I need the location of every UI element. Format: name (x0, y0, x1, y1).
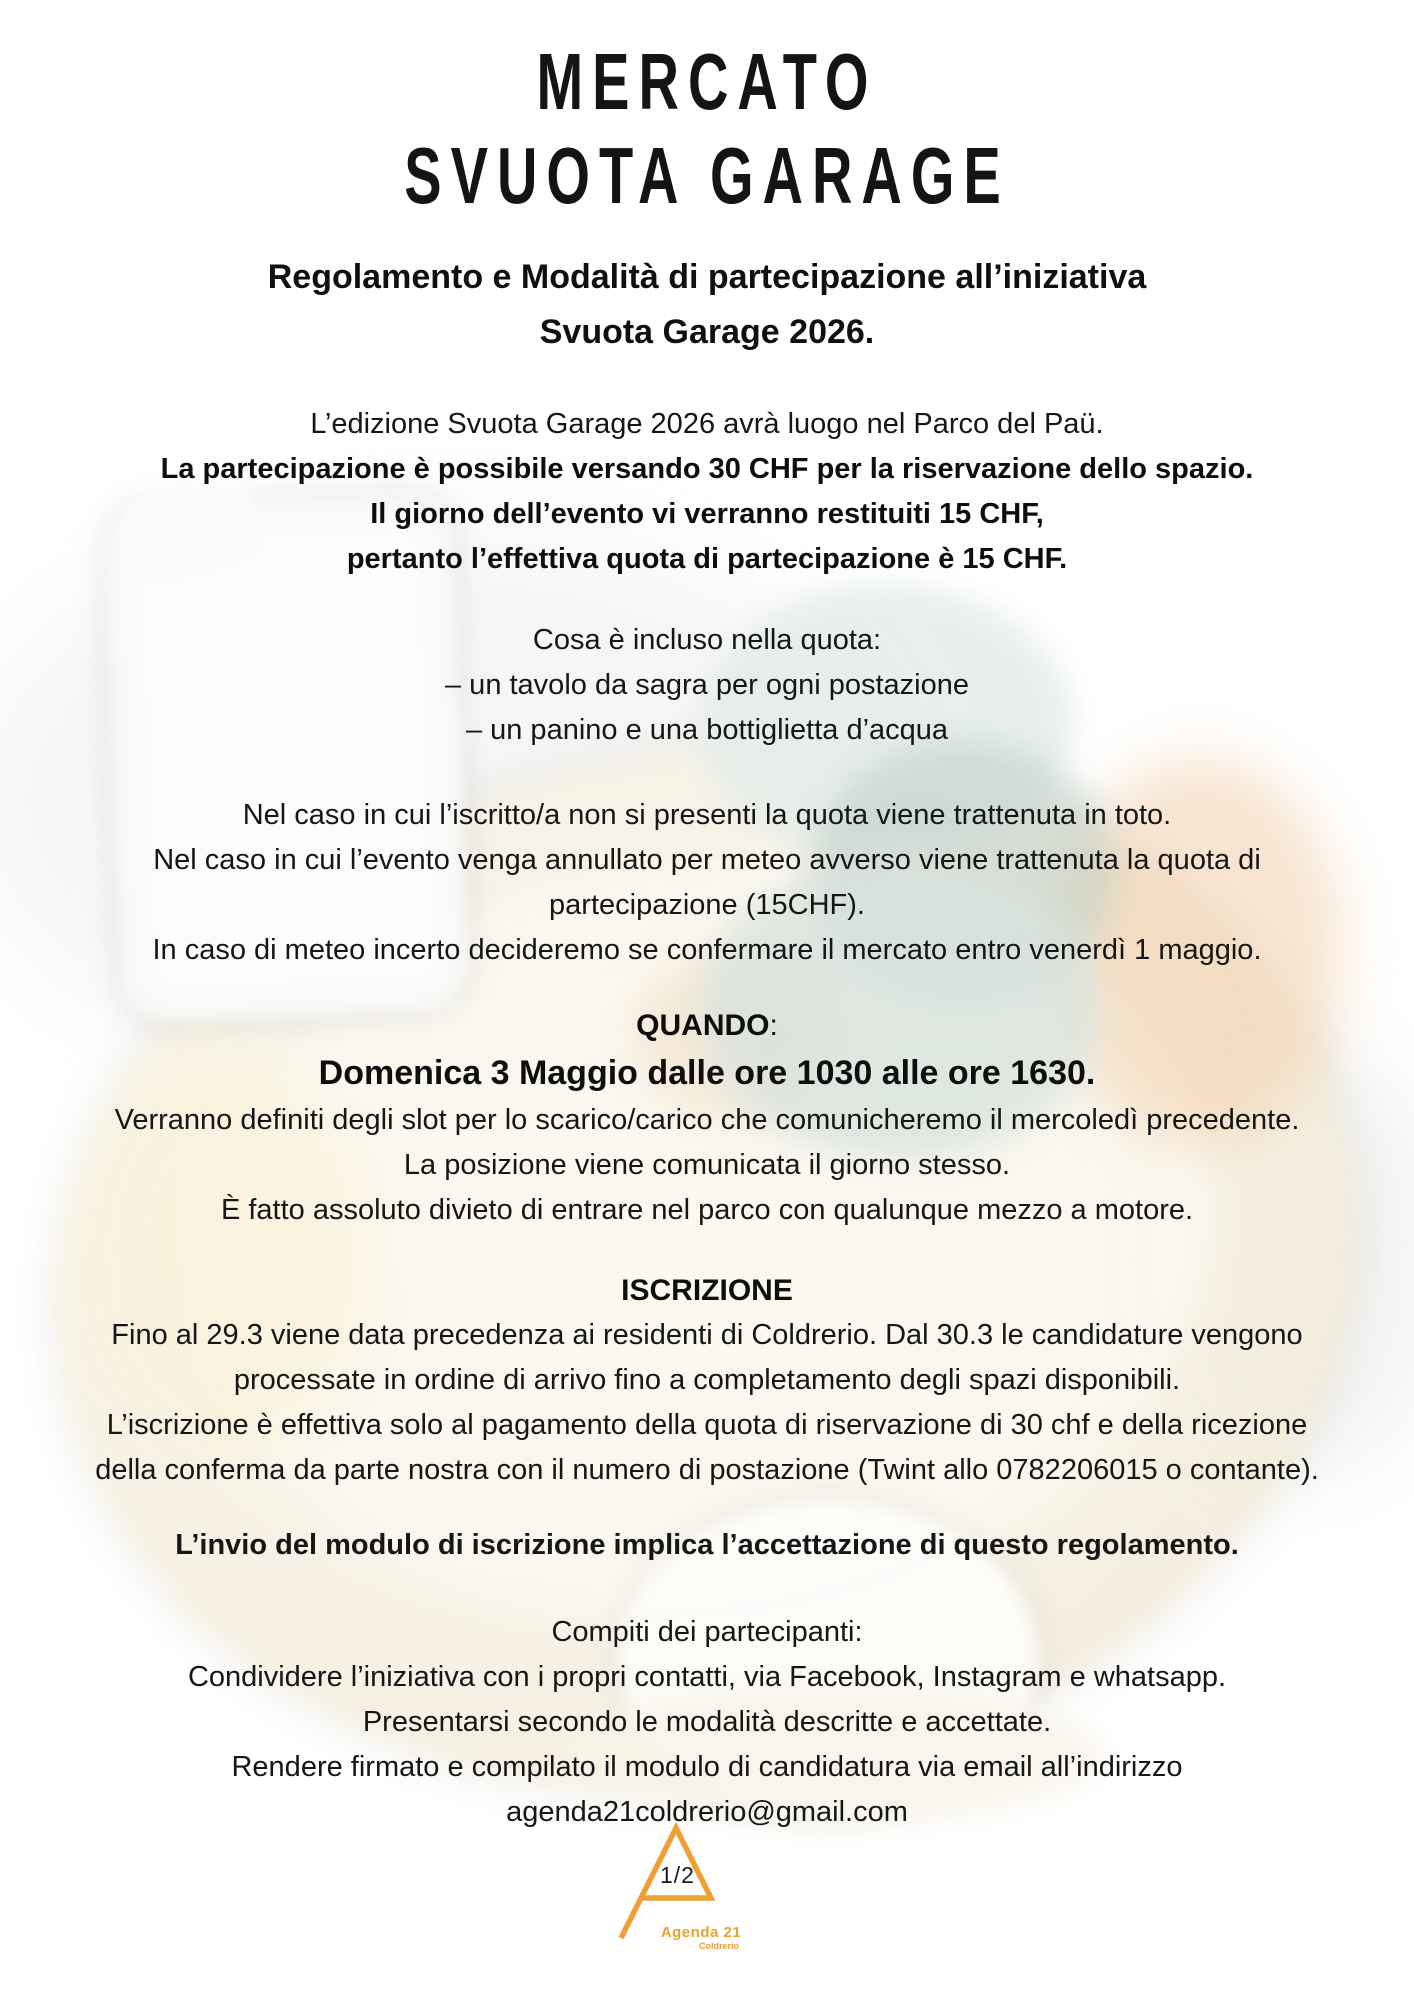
main-title-text-1: MERCATO (536, 36, 878, 127)
intro-paragraph (0, 402, 1414, 582)
agenda21-logo (604, 1822, 824, 1962)
quando-heading (0, 1003, 1414, 1048)
main-title-line-2 (0, 130, 1414, 222)
text-line: Verranno definiti degli slot per lo scarico/carico che comunicheremo il mercoledì precedente. (114, 1104, 1300, 1136)
text-line: Fino al 29.3 viene data precedenza ai residenti di Coldrerio. Dal 30.3 le candidature vengono (111, 1319, 1303, 1351)
compiti-heading: Compiti dei partecipanti: (551, 1616, 863, 1648)
text-line: Presentarsi secondo le modalità descritte e accettate. (362, 1706, 1052, 1738)
main-title-text-2: SVUOTA GARAGE (404, 130, 1010, 221)
contact-email: agenda21coldrerio@gmail.com (506, 1796, 908, 1828)
included-heading: Cosa è incluso nella quota: (532, 624, 882, 656)
text-line: Condividere l’iniziativa con i propri contatti, via Facebook, Instagram e whatsapp. (187, 1661, 1227, 1693)
included-item: – un tavolo da sagra per ogni postazione (445, 669, 969, 701)
logo-title: Agenda 21 (660, 1924, 742, 1941)
text-line: L’edizione Svuota Garage 2026 avrà luogo nel Parco del Paü. (310, 408, 1104, 440)
text-line: della conferma da parte nostra con il numero di postazione (Twint allo 0782206015 o contante). (95, 1454, 1319, 1486)
text-line: L’iscrizione è effettiva solo al pagamento della quota di riservazione di 30 chf e della ricezione (106, 1409, 1308, 1441)
subtitle-line-2: Svuota Garage 2026. (539, 313, 875, 351)
rules-paragraph (0, 793, 1414, 973)
quando-section (0, 1003, 1414, 1233)
text-line: La posizione viene comunicata il giorno stesso. (403, 1149, 1011, 1181)
text-line: In caso di meteo incerto decideremo se confermare il mercato entro venerdì 1 maggio. (152, 934, 1262, 966)
included-item: – un panino e una bottiglietta d’acqua (465, 714, 949, 746)
quando-heading-text: QUANDO (636, 1009, 770, 1042)
text-line: Il giorno dell’evento vi verranno restituiti 15 CHF, (370, 498, 1044, 530)
event-date-line: Domenica 3 Maggio dalle ore 1030 alle ore 1630. (318, 1054, 1096, 1092)
iscrizione-section (0, 1268, 1414, 1493)
text-line: processate in ordine di arrivo fino a completamento degli spazi disponibili. (233, 1364, 1181, 1396)
text-line: La partecipazione è possibile versando 30 CHF per la riservazione dello spazio. (160, 453, 1254, 485)
acceptance-statement: L’invio del modulo di iscrizione implica l’accettazione di questo regolamento. (175, 1529, 1239, 1561)
page-number: 1/2 (660, 1862, 695, 1888)
text-line: pertanto l’effettiva quota di partecipazione è 15 CHF. (346, 543, 1068, 575)
text-line: Nel caso in cui l’iscritto/a non si presenti la quota viene trattenuta in toto. (242, 799, 1172, 831)
compiti-section (0, 1610, 1414, 1835)
subtitle-line-1: Regolamento e Modalità di partecipazione all’iniziativa (267, 258, 1147, 296)
text-line: Nel caso in cui l’evento venga annullato per meteo avverso viene trattenuta la quota di (153, 844, 1261, 876)
logo-subtitle: Coldrerio (698, 1941, 739, 1951)
quando-heading-colon: : (769, 1009, 778, 1042)
iscrizione-heading: ISCRIZIONE (621, 1274, 793, 1307)
text-line: partecipazione (15CHF). (549, 889, 865, 921)
text-line: Rendere firmato e compilato il modulo di candidatura via email all’indirizzo (231, 1751, 1183, 1783)
text-line: È fatto assoluto divieto di entrare nel parco con qualunque mezzo a motore. (220, 1194, 1194, 1226)
included-paragraph (0, 618, 1414, 753)
subtitle (0, 250, 1414, 360)
